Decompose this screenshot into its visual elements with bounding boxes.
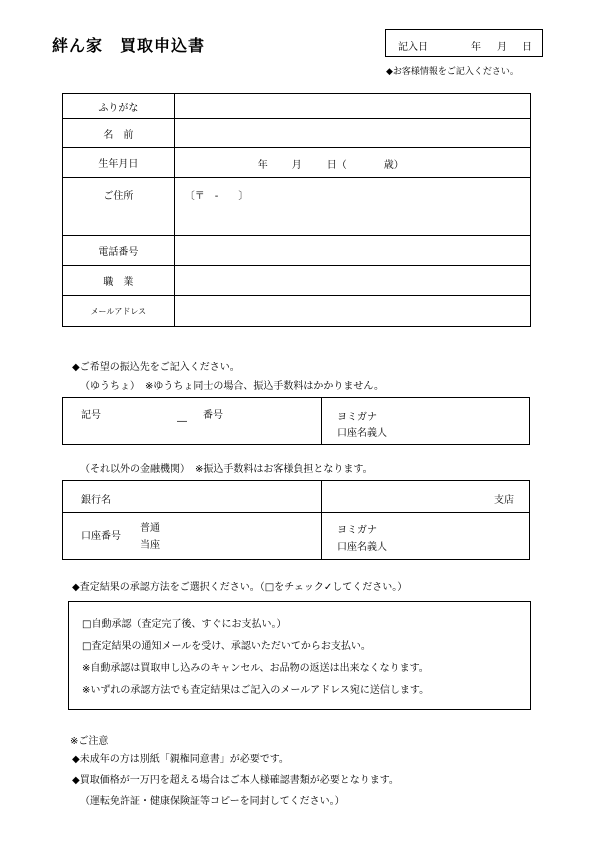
approval-option-auto[interactable]: □自動承認（査定完了後、すぐにお支払い。） bbox=[82, 619, 287, 630]
yucho-holder-label: 口座名義人 bbox=[337, 428, 387, 439]
row-email bbox=[63, 296, 531, 327]
approval-option-mail[interactable]: □査定結果の通知メールを受け、承認いただいてからお支払い。 bbox=[82, 641, 371, 652]
branch-label: 支店 bbox=[494, 495, 514, 506]
yucho-account-box bbox=[62, 397, 530, 445]
birth-field[interactable] bbox=[174, 148, 530, 178]
entry-date-day: 日 bbox=[522, 42, 532, 53]
row-furigana bbox=[63, 94, 531, 119]
bank-vertical-divider bbox=[321, 481, 322, 559]
bank-horizontal-divider bbox=[63, 512, 529, 513]
row-phone bbox=[63, 236, 531, 266]
yucho-divider bbox=[321, 398, 322, 444]
entry-date-year: 年 bbox=[471, 42, 481, 53]
approval-box bbox=[68, 601, 531, 710]
name-field[interactable] bbox=[174, 119, 530, 148]
account-number-label[interactable]: 口座番号 bbox=[81, 531, 121, 542]
customer-info-table bbox=[62, 93, 531, 327]
row-birth bbox=[63, 148, 531, 178]
row-job bbox=[63, 266, 531, 296]
form-title: 絆ん家 買取申込書 bbox=[52, 36, 206, 55]
yucho-number-field[interactable] bbox=[63, 398, 321, 444]
entry-date-month: 月 bbox=[497, 42, 507, 53]
yucho-yomi-label: ヨミガナ bbox=[337, 412, 377, 423]
yucho-note: （ゆうちょ） ※ゆうちょ同士の場合、振込手数料はかかりません。 bbox=[80, 381, 384, 392]
birth-label: 生年月日 bbox=[63, 148, 175, 178]
furigana-field[interactable] bbox=[174, 94, 530, 119]
birth-year-label: 年 bbox=[257, 159, 268, 171]
postal-code-prefix: 〔〒 - 〕 bbox=[184, 191, 249, 202]
email-label: メールアドレス bbox=[63, 296, 175, 327]
birth-age-label: 歳） bbox=[383, 159, 404, 171]
address-label: ご住所 bbox=[63, 178, 175, 236]
kigo-label: 記号 bbox=[81, 410, 101, 421]
account-type-toza[interactable]: 当座 bbox=[140, 540, 160, 551]
approval-note-1: ※自動承認は買取申し込みのキャンセル、お品物の返送は出来なくなります。 bbox=[82, 663, 429, 674]
job-field[interactable] bbox=[174, 266, 530, 296]
transfer-heading: ◆ご希望の振込先をご記入ください。 bbox=[72, 362, 240, 373]
birth-day-label: 日（ bbox=[326, 159, 347, 171]
caution-line-3: （運転免許証・健康保険証等コピーを同封してください。） bbox=[80, 796, 345, 807]
job-label: 職 業 bbox=[63, 266, 175, 296]
furigana-label: ふりがな bbox=[63, 94, 175, 119]
kigo-bango-dash: ― bbox=[177, 416, 187, 427]
birth-month-label: 月 bbox=[291, 159, 302, 171]
caution-line-1: ◆未成年の方は別紙「親権同意書」が必要です。 bbox=[72, 754, 289, 765]
bank-name-label: 銀行名 bbox=[81, 495, 111, 506]
entry-date-label: 記入日 bbox=[398, 42, 428, 53]
name-label: 名 前 bbox=[63, 119, 175, 148]
row-address bbox=[63, 178, 531, 236]
bango-label: 番号 bbox=[203, 410, 223, 421]
caution-title: ※ご注意 bbox=[70, 736, 109, 747]
address-field[interactable] bbox=[174, 178, 530, 236]
other-yomi-label: ヨミガナ bbox=[337, 525, 377, 536]
other-bank-box bbox=[62, 480, 530, 560]
email-field[interactable] bbox=[174, 296, 530, 327]
other-bank-note: （それ以外の金融機関） ※振込手数料はお客様負担となります。 bbox=[80, 464, 373, 475]
approval-heading: ◆査定結果の承認方法をご選択ください。（□をチェック✓してください。） bbox=[72, 582, 408, 593]
entry-date-box[interactable] bbox=[385, 29, 543, 57]
other-holder-label: 口座名義人 bbox=[337, 542, 387, 553]
approval-note-2: ※いずれの承認方法でも査定結果はご記入のメールアドレス宛に送信します。 bbox=[82, 685, 430, 696]
customer-info-note: ◆お客様情報をご記入ください。 bbox=[386, 67, 519, 77]
phone-field[interactable] bbox=[174, 236, 530, 266]
account-type-futsu[interactable]: 普通 bbox=[140, 523, 160, 534]
phone-label: 電話番号 bbox=[63, 236, 175, 266]
caution-line-2: ◆買取価格が一万円を超える場合はご本人様確認書類が必要となります。 bbox=[72, 775, 399, 786]
row-name bbox=[63, 119, 531, 148]
